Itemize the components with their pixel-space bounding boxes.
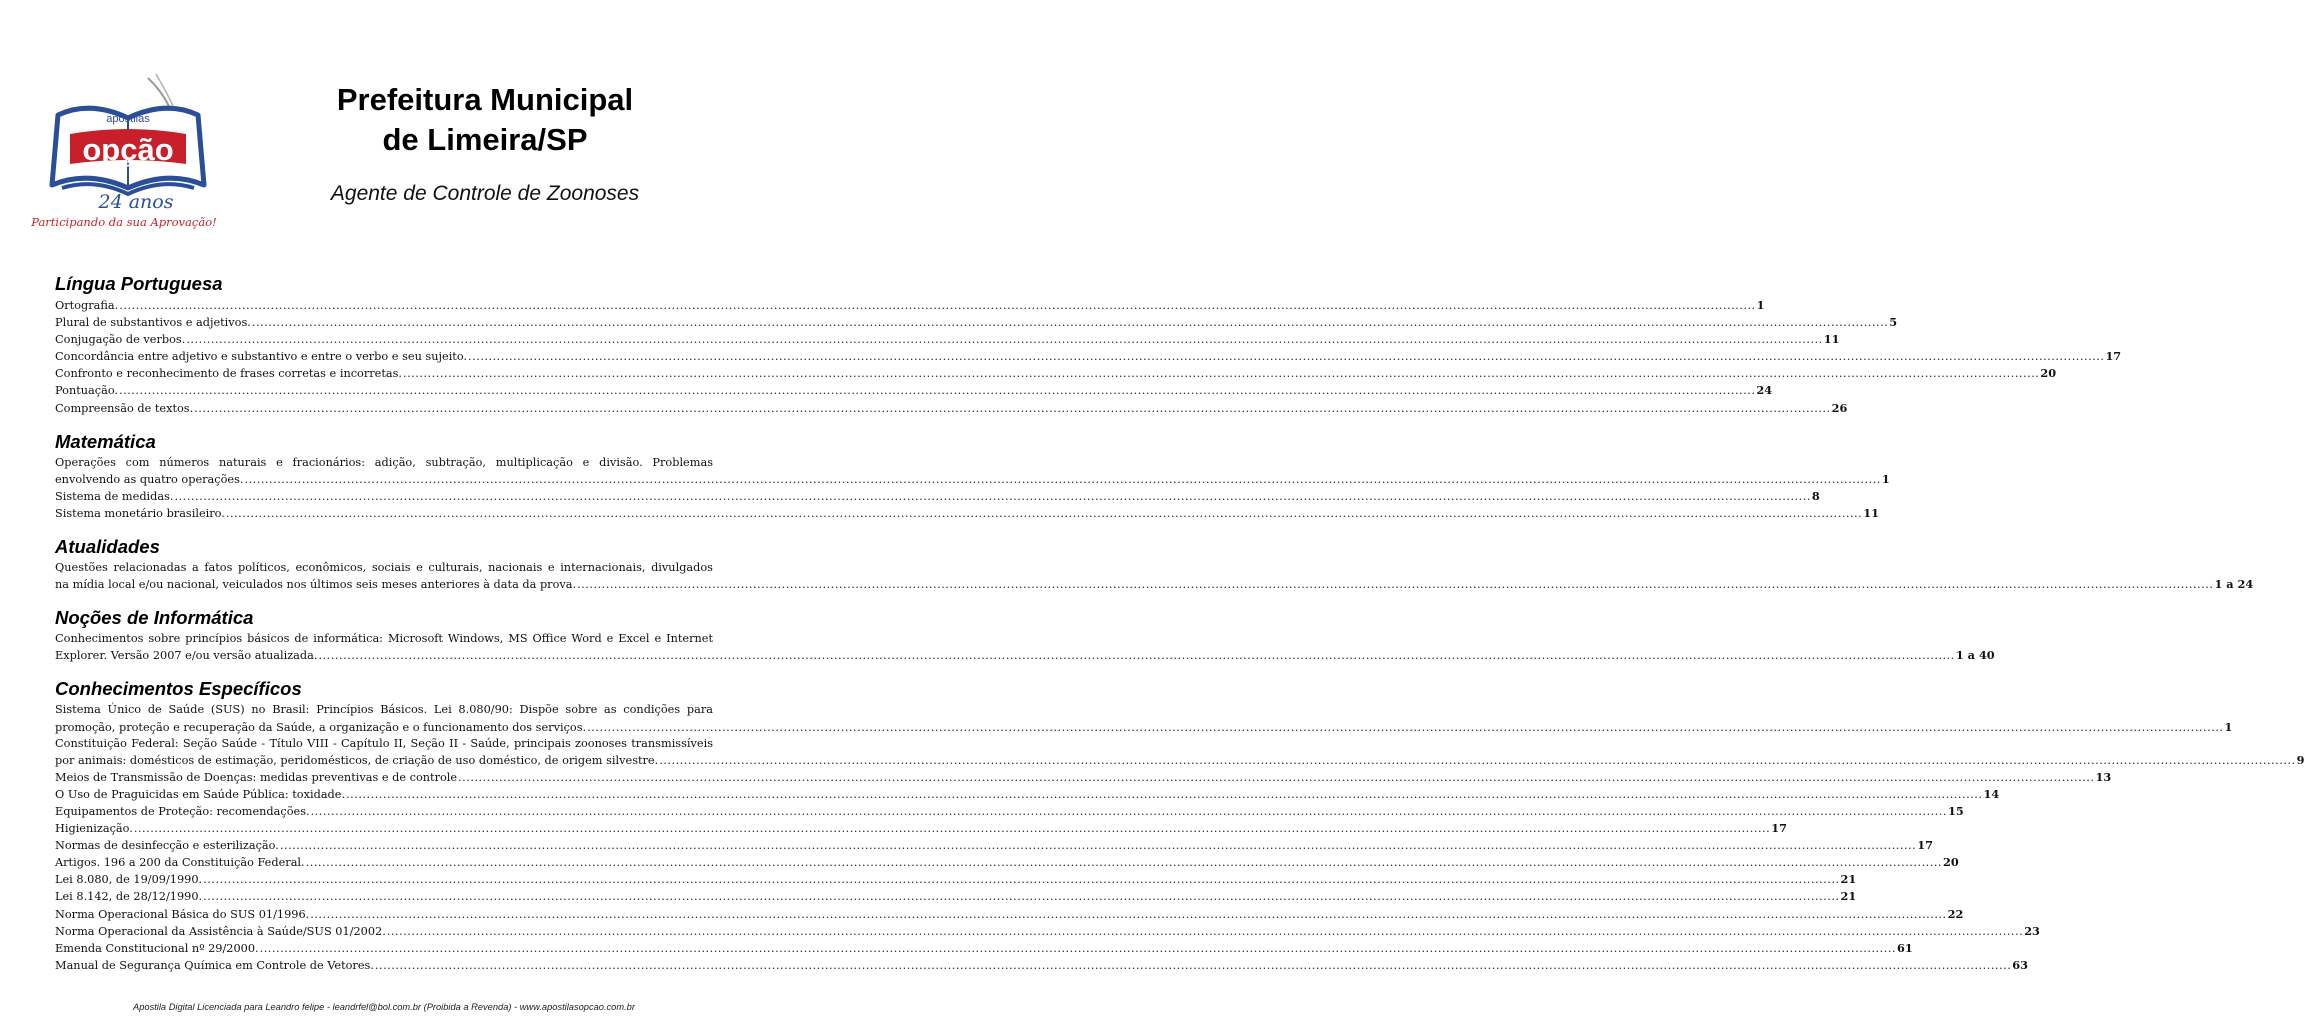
- toc-entry: [55, 382, 1773, 399]
- dot-leader: ................................................................................................................................................................................................................................................................................................................................................................................................................: [203, 890, 1840, 904]
- toc-page-number: 1: [1756, 298, 1765, 312]
- dot-leader: ................................................................................................................................................................................................................................................................................................................................................................................................................: [310, 804, 1947, 818]
- dot-leader: ................................................................................................................................................................................................................................................................................................................................................................................................................: [310, 907, 1947, 921]
- toc-entry-text: Higienização.: [55, 822, 133, 836]
- toc-entry-text: por animais: domésticos de estimação, peridomésticos, de criação de uso doméstico, de origem silvestre.: [55, 753, 659, 767]
- dot-leader: ................................................................................................................................................................................................................................................................................................................................................................................................................: [119, 299, 1756, 312]
- toc-entry-lead-line: Operações com números naturais e fracionários: adição, subtração, multiplicação e divisão. Problemas: [55, 455, 713, 469]
- toc-entry: [55, 923, 2040, 940]
- toc-page-number: 26: [1831, 400, 1848, 415]
- dot-leader: ................................................................................................................................................................................................................................................................................................................................................................................................................: [251, 316, 1889, 330]
- dot-leader: ................................................................................................................................................................................................................................................................................................................................................................................................................: [386, 924, 2024, 938]
- toc-entry: [55, 957, 2029, 974]
- toc-entry-text: promoção, proteção e recuperação da Saúde, a organização e o funcionamento dos serviços.: [55, 720, 587, 734]
- dot-leader: ................................................................................................................................................................................................................................................................................................................................................................................................................: [458, 770, 2095, 784]
- toc-section: [55, 535, 2254, 593]
- dot-leader: ................................................................................................................................................................................................................................................................................................................................................................................................................: [374, 958, 2012, 972]
- toc-entry-text: Sistema de medidas.: [55, 489, 174, 503]
- toc-entry-lead-line: Questões relacionadas a fatos políticos, econômicos, sociais e culturais, nacionais e internacionais, divulgados: [55, 561, 713, 575]
- toc-entry: [55, 736, 2304, 769]
- toc-entry: [55, 560, 2254, 593]
- toc-section: [55, 677, 2304, 974]
- toc-entry-text: envolvendo as quatro operações.: [55, 472, 244, 486]
- toc-entry: [55, 871, 1857, 888]
- toc-entry-text: Emenda Constitucional nº 29/2000.: [55, 941, 259, 955]
- toc-entry: [55, 906, 1964, 923]
- toc-section: [55, 606, 1995, 664]
- dot-leader: ................................................................................................................................................................................................................................................................................................................................................................................................................: [244, 472, 1881, 486]
- dot-leader: ................................................................................................................................................................................................................................................................................................................................................................................................................: [203, 873, 1840, 887]
- toc-page-number: 13: [2095, 769, 2112, 784]
- toc-page-number: 20: [2040, 366, 2057, 381]
- toc-page-number: 24: [1756, 383, 1773, 398]
- open-book-logo-icon: [28, 70, 238, 230]
- dot-leader: ................................................................................................................................................................................................................................................................................................................................................................................................................: [346, 787, 1983, 801]
- toc-section: [55, 272, 2122, 417]
- toc-entry-text: O Uso de Praguicidas em Saúde Pública: toxidade.: [55, 787, 346, 801]
- dot-leader: ................................................................................................................................................................................................................................................................................................................................................................................................................: [174, 489, 1811, 503]
- toc-entry-text: Sistema monetário brasileiro.: [55, 506, 225, 520]
- toc-entry: [55, 455, 1890, 488]
- toc-entry-text: Meios de Transmissão de Doenças: medidas preventivas e de controle: [55, 770, 458, 784]
- toc-entry-text: Conjugação de verbos.: [55, 333, 186, 347]
- toc-page-number: 21: [1840, 872, 1857, 887]
- document-header: [250, 80, 720, 206]
- toc-page-number: 23: [2024, 923, 2040, 938]
- toc-entry: [55, 331, 1840, 348]
- toc-entry-text: na mídia local e/ou nacional, veiculados nos últimos seis meses anteriores à data da prova.: [55, 578, 577, 592]
- toc-entry: [55, 820, 1787, 837]
- section-heading: Noções de Informática: [55, 607, 254, 629]
- document-subtitle: Agente de Controle de Zoonoses: [330, 182, 640, 205]
- toc-entry-text: Ortografia.: [55, 299, 119, 312]
- toc-entry: [55, 786, 2000, 803]
- logo-years-text: 24 anos: [98, 191, 174, 213]
- toc-page-number: 63: [2012, 957, 2029, 972]
- dot-leader: ................................................................................................................................................................................................................................................................................................................................................................................................................: [577, 578, 2214, 592]
- toc-entry-text: Pontuação.: [55, 384, 119, 398]
- toc-entry: [55, 702, 2233, 735]
- toc-entry-text: Lei 8.080, de 19/09/1990.: [55, 873, 203, 887]
- toc-entry-lead-line: Sistema Único de Saúde (SUS) no Brasil: Princípios Básicos. Lei 8.080/90: Dispõe sobre as condições para: [55, 703, 713, 717]
- toc-page-number: 20: [1943, 855, 1959, 870]
- toc-entry: [55, 837, 1933, 854]
- dot-leader: ................................................................................................................................................................................................................................................................................................................................................................................................................: [194, 401, 1831, 415]
- toc-section: [55, 430, 1890, 522]
- toc-entry: [55, 854, 1959, 871]
- toc-entry-text: Compreensão de textos.: [55, 401, 194, 415]
- toc-page-number: 8: [1811, 488, 1820, 503]
- dot-leader: ................................................................................................................................................................................................................................................................................................................................................................................................................: [587, 720, 2224, 734]
- toc-entry-text: Artigos. 196 a 200 da Constituição Federal.: [55, 856, 305, 870]
- toc-entry: [55, 631, 1995, 664]
- toc-entry: [55, 400, 1848, 417]
- title-line-1: Prefeitura Municipal: [336, 82, 634, 117]
- toc-entry-text: Norma Operacional Básica do SUS 01/1996.: [55, 907, 310, 921]
- toc-page-number: 9: [2296, 752, 2304, 767]
- toc-page-number: 14: [1983, 786, 2000, 801]
- logo-brand-text: opção: [82, 132, 174, 167]
- license-footer: Apostila Digital Licenciada para Leandro felipe - leandrfel@bol.com.br (Proibida a Revenda) - www.apostilasopcao.com.br: [133, 1002, 635, 1012]
- title-line-2: de Limeira/SP: [382, 122, 588, 157]
- toc-entry: [55, 297, 1765, 314]
- toc-entry-lead-line: Conhecimentos sobre princípios básicos de informática: Microsoft Windows, MS Office Word e Excel e Internet: [55, 632, 713, 646]
- toc-entry-text: Plural de substantivos e adjetivos.: [55, 316, 251, 330]
- toc-page-number: 15: [1947, 803, 1964, 818]
- toc-page-number: 11: [1823, 332, 1840, 347]
- toc-entry: [55, 314, 1898, 331]
- toc-entry: [55, 940, 1913, 957]
- logo-top-text: apostilas: [106, 113, 150, 125]
- toc-page-number: 11: [1863, 505, 1879, 520]
- toc-entry-text: Confronto e reconhecimento de frases corretas e incorretas.: [55, 367, 402, 381]
- dot-leader: ................................................................................................................................................................................................................................................................................................................................................................................................................: [403, 367, 2040, 381]
- toc-page-number: 1: [2224, 719, 2233, 734]
- toc-entry-text: Manual de Segurança Química em Controle de Vetores.: [55, 958, 374, 972]
- dot-leader: ................................................................................................................................................................................................................................................................................................................................................................................................................: [133, 822, 1771, 836]
- dot-leader: ................................................................................................................................................................................................................................................................................................................................................................................................................: [259, 941, 1897, 955]
- dot-leader: ................................................................................................................................................................................................................................................................................................................................................................................................................: [225, 506, 1863, 520]
- toc-entry: [55, 365, 2057, 382]
- toc-entry-text: Explorer. Versão 2007 e/ou versão atualizada.: [55, 649, 318, 663]
- toc-page-number: 17: [2105, 349, 2122, 364]
- toc-page-number: 17: [1917, 838, 1933, 853]
- toc-entry: [55, 505, 1879, 522]
- toc-entry-text: Equipamentos de Proteção: recomendações.: [55, 804, 310, 818]
- section-heading: Conhecimentos Específicos: [55, 678, 302, 700]
- dot-leader: ................................................................................................................................................................................................................................................................................................................................................................................................................: [279, 839, 1917, 853]
- toc-page-number: 1 a 24: [2214, 577, 2254, 592]
- section-heading: Língua Portuguesa: [55, 273, 223, 294]
- dot-leader: ................................................................................................................................................................................................................................................................................................................................................................................................................: [186, 333, 1823, 347]
- toc-entry-lead-line: Constituição Federal: Seção Saúde - Título VIII - Capítulo II, Seção II - Saúde, principais zoonoses transmissíveis: [55, 736, 713, 750]
- dot-leader: ................................................................................................................................................................................................................................................................................................................................................................................................................: [659, 753, 2296, 767]
- toc-entry-text: Normas de desinfecção e esterilização.: [55, 839, 279, 853]
- toc-page-number: 1: [1881, 471, 1890, 486]
- toc-entry: [55, 488, 1820, 505]
- dot-leader: ................................................................................................................................................................................................................................................................................................................................................................................................................: [468, 350, 2105, 364]
- toc-entry: [55, 348, 2122, 365]
- toc-page-number: 21: [1840, 889, 1857, 904]
- toc-entry-text: Concordância entre adjetivo e substantivo e entre o verbo e seu sujeito.: [55, 350, 468, 364]
- dot-leader: ................................................................................................................................................................................................................................................................................................................................................................................................................: [318, 649, 1955, 663]
- toc-entry-text: Lei 8.142, de 28/12/1990.: [55, 890, 203, 904]
- dot-leader: ................................................................................................................................................................................................................................................................................................................................................................................................................: [305, 856, 1943, 870]
- dot-leader: ................................................................................................................................................................................................................................................................................................................................................................................................................: [119, 384, 1756, 398]
- logo-tagline: Participando da sua Aprovação!: [31, 215, 217, 229]
- toc-page-number: 61: [1897, 940, 1913, 955]
- toc-page-number: 22: [1947, 906, 1964, 921]
- toc-entry: [55, 769, 2112, 786]
- toc-entry: [55, 803, 1964, 820]
- toc-page-number: 17: [1771, 821, 1787, 836]
- toc-page-number: 5: [1889, 315, 1898, 330]
- toc-page-number: 1 a 40: [1955, 648, 1995, 663]
- brand-logo: [28, 70, 238, 230]
- table-of-contents: [55, 272, 2304, 987]
- toc-entry: [55, 888, 1857, 905]
- toc-entry-text: Norma Operacional da Assistência à Saúde/SUS 01/2002.: [55, 924, 386, 938]
- section-heading: Atualidades: [55, 536, 160, 558]
- section-heading: Matemática: [55, 430, 156, 452]
